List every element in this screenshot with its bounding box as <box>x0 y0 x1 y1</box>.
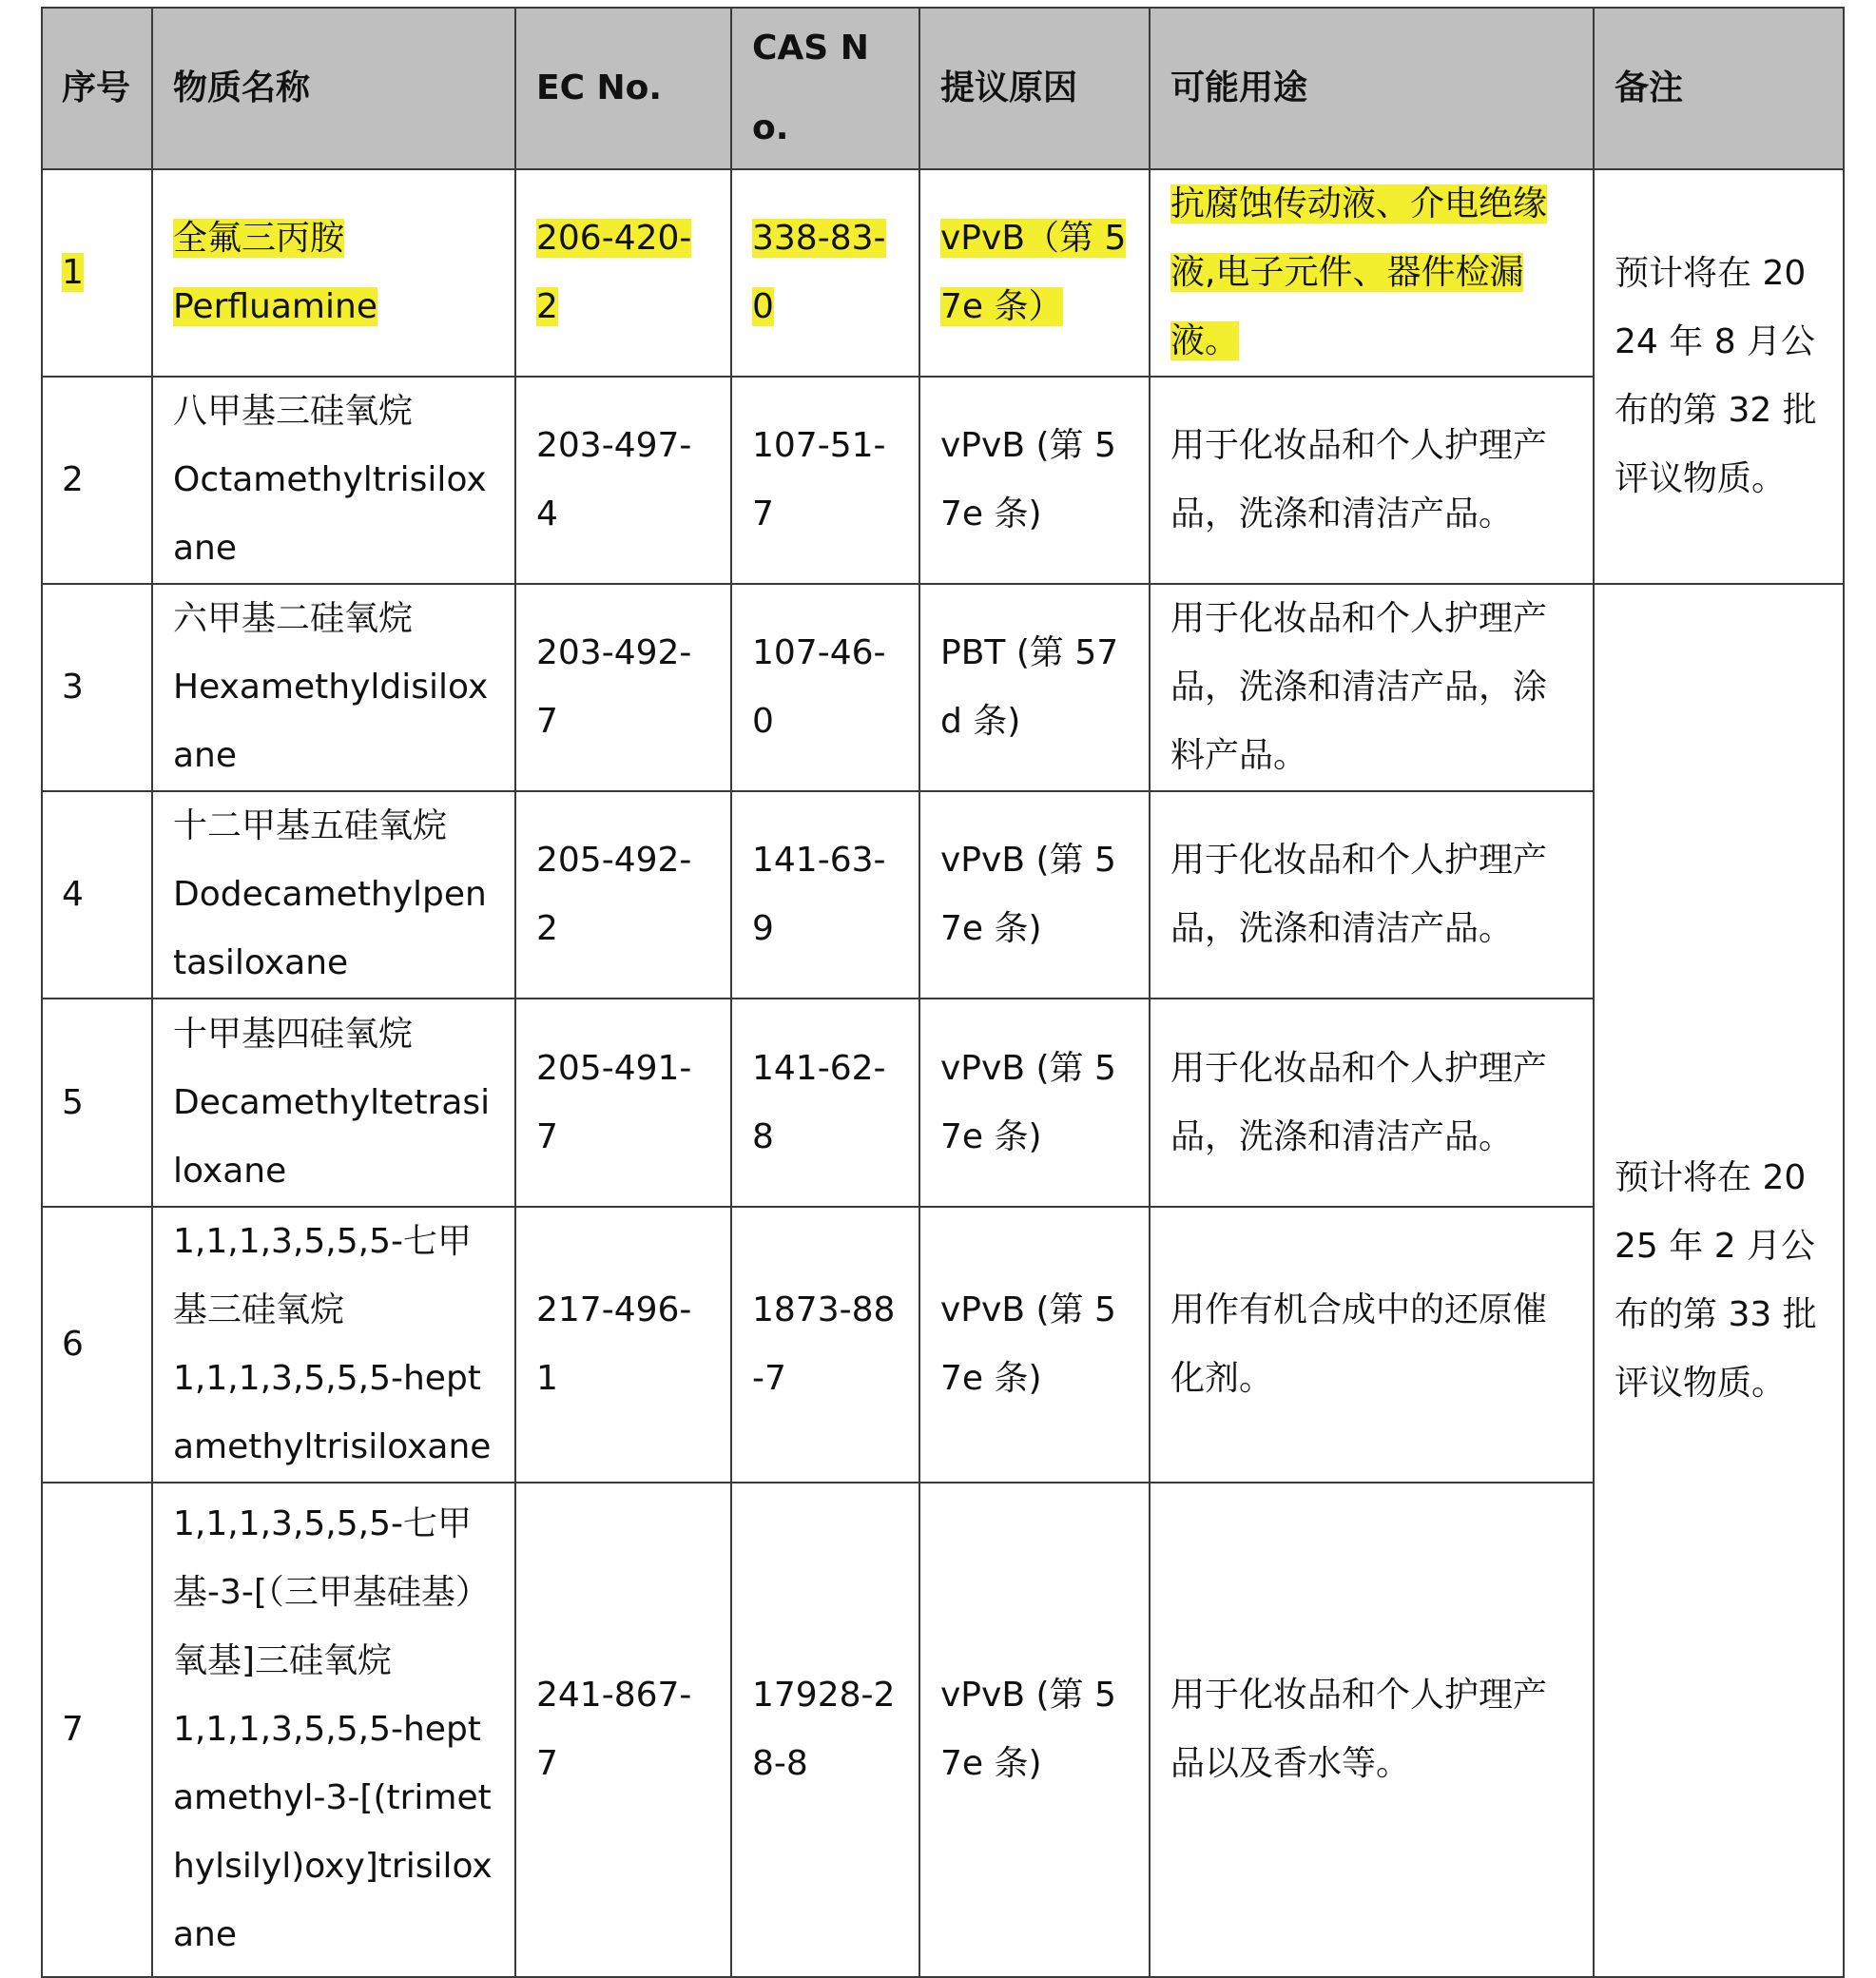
cell-name-en: Perfluamine <box>173 287 377 326</box>
cell-name <box>152 169 515 377</box>
cell-name <box>152 791 515 999</box>
cell-cas-text: 338-83-0 <box>752 219 886 326</box>
cell-ec: 205-492-2 <box>515 791 731 999</box>
table-row <box>42 169 1844 377</box>
cell-name <box>152 377 515 584</box>
cell-no: 6 <box>42 1207 152 1483</box>
cell-cas: 17928-28-8 <box>731 1483 919 1977</box>
cell-use <box>1150 169 1594 377</box>
table-row <box>42 791 1844 999</box>
cell-use: 用于化妆品和个人护理产品，洗涤和清洁产品。 <box>1150 999 1594 1207</box>
header-remarks: 备注 <box>1594 8 1844 169</box>
cell-name <box>152 999 515 1207</box>
cell-ec: 241-867-7 <box>515 1483 731 1977</box>
cell-name <box>152 1207 515 1483</box>
cell-use: 用于化妆品和个人护理产品，洗涤和清洁产品。 <box>1150 377 1594 584</box>
cell-name-cn: 1,1,1,3,5,5,5-七甲基三硅氧烷 <box>173 1222 472 1329</box>
cell-reason: vPvB (第 57e 条) <box>919 999 1150 1207</box>
table-row <box>42 377 1844 584</box>
table-row <box>42 1483 1844 1977</box>
cell-reason: vPvB (第 57e 条) <box>919 1483 1150 1977</box>
header-reason: 提议原因 <box>919 8 1150 169</box>
cell-name-cn: 全氟三丙胺 <box>173 219 345 258</box>
cell-use: 用作有机合成中的还原催化剂。 <box>1150 1207 1594 1483</box>
cell-no: 4 <box>42 791 152 999</box>
cell-ec-text: 206-420-2 <box>536 219 692 326</box>
table-row <box>42 1207 1844 1483</box>
cell-name-en: 1,1,1,3,5,5,5-heptamethyl-3-[(trimethylsilyl)oxy]trisiloxane <box>173 1710 493 1954</box>
cell-name-en: 1,1,1,3,5,5,5-heptamethyltrisiloxane <box>173 1359 492 1466</box>
cell-cas: 107-46-0 <box>731 584 919 791</box>
table-row <box>42 584 1844 791</box>
cell-no: 2 <box>42 377 152 584</box>
table-header-row <box>42 8 1844 169</box>
cell-reason: vPvB (第 57e 条) <box>919 1207 1150 1483</box>
cell-reason: PBT (第 57d 条) <box>919 584 1150 791</box>
substances-table <box>41 7 1845 1978</box>
cell-no <box>42 169 152 377</box>
cell-cas: 141-63-9 <box>731 791 919 999</box>
cell-no-text: 1 <box>62 253 84 292</box>
cell-reason-text: vPvB（第 57e 条） <box>940 219 1127 326</box>
header-ec: EC No. <box>515 8 731 169</box>
cell-name-cn: 十甲基四硅氧烷 <box>173 1014 414 1054</box>
cell-no: 7 <box>42 1483 152 1977</box>
table-row <box>42 999 1844 1207</box>
cell-no: 3 <box>42 584 152 791</box>
cell-name-cn: 十二甲基五硅氧烷 <box>173 806 448 845</box>
cell-ec <box>515 169 731 377</box>
cell-cas <box>731 169 919 377</box>
cell-cas: 107-51-7 <box>731 377 919 584</box>
cell-use-text: 抗腐蚀传动液、介电绝缘液,电子元件、器件检漏液。 <box>1170 184 1548 360</box>
cell-name <box>152 584 515 791</box>
cell-ec: 217-496-1 <box>515 1207 731 1483</box>
header-name: 物质名称 <box>152 8 515 169</box>
header-use: 可能用途 <box>1150 8 1594 169</box>
cell-name-en: Decamethyltetrasiloxane <box>173 1082 491 1191</box>
cell-reason: vPvB (第 57e 条) <box>919 377 1150 584</box>
cell-reason: vPvB (第 57e 条) <box>919 791 1150 999</box>
header-no: 序号 <box>42 8 152 169</box>
cell-cas: 1873-88-7 <box>731 1207 919 1483</box>
cell-no: 5 <box>42 999 152 1207</box>
cell-name-en: Dodecamethylpentasiloxane <box>173 875 487 982</box>
cell-name <box>152 1483 515 1977</box>
cell-ec: 203-497-4 <box>515 377 731 584</box>
header-cas: CAS No. <box>731 8 919 169</box>
cell-name-en: Octamethyltrisiloxane <box>173 460 487 568</box>
cell-name-cn: 八甲基三硅氧烷 <box>173 392 414 431</box>
cell-ec: 205-491-7 <box>515 999 731 1207</box>
cell-remarks-batch33: 预计将在 2025 年 2 月公布的第 33 批评议物质。 <box>1594 584 1844 1977</box>
cell-ec: 203-492-7 <box>515 584 731 791</box>
cell-use: 用于化妆品和个人护理产品，洗涤和清洁产品，涂料产品。 <box>1150 584 1594 791</box>
cell-name-en: Hexamethyldisiloxane <box>173 668 489 775</box>
cell-name-cn: 1,1,1,3,5,5,5-七甲基-3-[（三甲基硅基）氧基]三硅氧烷 <box>173 1504 490 1680</box>
cell-name-cn: 六甲基二硅氧烷 <box>173 599 414 638</box>
cell-reason <box>919 169 1150 377</box>
cell-remarks-batch32: 预计将在 2024 年 8 月公布的第 32 批评议物质。 <box>1594 169 1844 584</box>
cell-cas: 141-62-8 <box>731 999 919 1207</box>
cell-use: 用于化妆品和个人护理产品以及香水等。 <box>1150 1483 1594 1977</box>
cell-use: 用于化妆品和个人护理产品，洗涤和清洁产品。 <box>1150 791 1594 999</box>
